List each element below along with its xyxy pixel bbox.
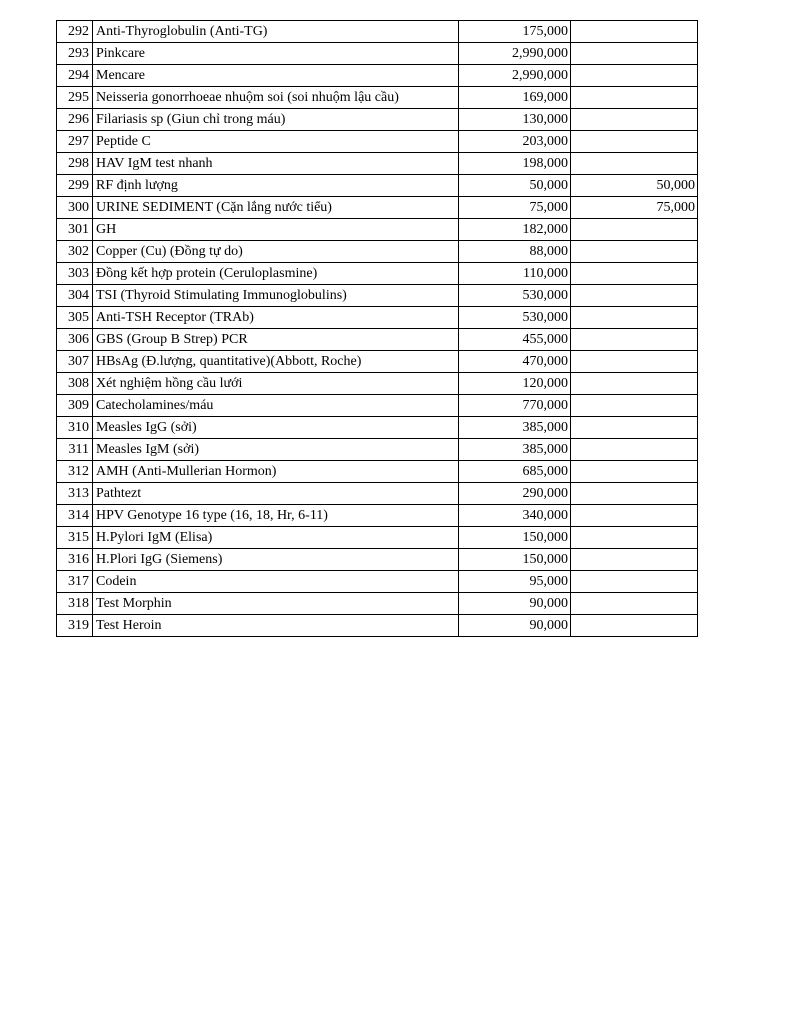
row-number-cell: 299 bbox=[57, 175, 93, 197]
table-row bbox=[57, 483, 698, 505]
price-cell: 90,000 bbox=[459, 593, 571, 615]
test-name-cell: HBsAg (Đ.lượng, quantitative)(Abbott, Roche) bbox=[93, 351, 459, 373]
row-number-cell: 301 bbox=[57, 219, 93, 241]
price-cell: 530,000 bbox=[459, 285, 571, 307]
row-number-cell: 311 bbox=[57, 439, 93, 461]
test-name-cell: Test Heroin bbox=[93, 615, 459, 637]
table-row bbox=[57, 329, 698, 351]
extra-price-cell bbox=[571, 65, 698, 87]
table-row bbox=[57, 87, 698, 109]
test-name-cell: Pinkcare bbox=[93, 43, 459, 65]
extra-price-cell bbox=[571, 571, 698, 593]
row-number-cell: 314 bbox=[57, 505, 93, 527]
test-name-cell: GBS (Group B Strep) PCR bbox=[93, 329, 459, 351]
test-name-cell: Measles IgG (sởi) bbox=[93, 417, 459, 439]
row-number-cell: 295 bbox=[57, 87, 93, 109]
price-cell: 385,000 bbox=[459, 439, 571, 461]
test-name-cell: Measles IgM (sởi) bbox=[93, 439, 459, 461]
test-name-cell: GH bbox=[93, 219, 459, 241]
price-cell: 169,000 bbox=[459, 87, 571, 109]
price-cell: 290,000 bbox=[459, 483, 571, 505]
test-name-cell: H.Pylori IgM (Elisa) bbox=[93, 527, 459, 549]
test-name-cell: URINE SEDIMENT (Cặn lắng nước tiểu) bbox=[93, 197, 459, 219]
row-number-cell: 305 bbox=[57, 307, 93, 329]
test-name-cell: Copper (Cu) (Đồng tự do) bbox=[93, 241, 459, 263]
table-row bbox=[57, 263, 698, 285]
extra-price-cell bbox=[571, 417, 698, 439]
test-name-cell: Filariasis sp (Giun chỉ trong máu) bbox=[93, 109, 459, 131]
row-number-cell: 315 bbox=[57, 527, 93, 549]
price-cell: 203,000 bbox=[459, 131, 571, 153]
table-row bbox=[57, 175, 698, 197]
price-cell: 95,000 bbox=[459, 571, 571, 593]
price-cell: 175,000 bbox=[459, 21, 571, 43]
price-cell: 130,000 bbox=[459, 109, 571, 131]
price-cell: 150,000 bbox=[459, 549, 571, 571]
price-cell: 198,000 bbox=[459, 153, 571, 175]
price-cell: 110,000 bbox=[459, 263, 571, 285]
extra-price-cell: 50,000 bbox=[571, 175, 698, 197]
price-cell: 182,000 bbox=[459, 219, 571, 241]
extra-price-cell bbox=[571, 615, 698, 637]
test-name-cell: Codein bbox=[93, 571, 459, 593]
price-table bbox=[56, 20, 698, 637]
test-name-cell: Neisseria gonorrhoeae nhuộm soi (soi nhuộm lậu cầu) bbox=[93, 87, 459, 109]
test-name-cell: RF định lượng bbox=[93, 175, 459, 197]
price-table-body bbox=[57, 21, 698, 637]
test-name-cell: HPV Genotype 16 type (16, 18, Hr, 6-11) bbox=[93, 505, 459, 527]
extra-price-cell bbox=[571, 373, 698, 395]
row-number-cell: 300 bbox=[57, 197, 93, 219]
price-cell: 120,000 bbox=[459, 373, 571, 395]
test-name-cell: Anti-Thyroglobulin (Anti-TG) bbox=[93, 21, 459, 43]
row-number-cell: 292 bbox=[57, 21, 93, 43]
table-row bbox=[57, 571, 698, 593]
table-row bbox=[57, 197, 698, 219]
row-number-cell: 293 bbox=[57, 43, 93, 65]
table-row bbox=[57, 241, 698, 263]
row-number-cell: 313 bbox=[57, 483, 93, 505]
test-name-cell: HAV IgM test nhanh bbox=[93, 153, 459, 175]
extra-price-cell bbox=[571, 351, 698, 373]
table-row bbox=[57, 219, 698, 241]
extra-price-cell bbox=[571, 263, 698, 285]
price-cell: 770,000 bbox=[459, 395, 571, 417]
row-number-cell: 312 bbox=[57, 461, 93, 483]
extra-price-cell bbox=[571, 131, 698, 153]
test-name-cell: Catecholamines/máu bbox=[93, 395, 459, 417]
price-cell: 50,000 bbox=[459, 175, 571, 197]
extra-price-cell bbox=[571, 593, 698, 615]
price-cell: 340,000 bbox=[459, 505, 571, 527]
row-number-cell: 298 bbox=[57, 153, 93, 175]
table-row bbox=[57, 615, 698, 637]
test-name-cell: Xét nghiệm hồng cầu lưới bbox=[93, 373, 459, 395]
table-row bbox=[57, 65, 698, 87]
extra-price-cell bbox=[571, 461, 698, 483]
table-row bbox=[57, 527, 698, 549]
extra-price-cell bbox=[571, 153, 698, 175]
row-number-cell: 318 bbox=[57, 593, 93, 615]
row-number-cell: 309 bbox=[57, 395, 93, 417]
row-number-cell: 317 bbox=[57, 571, 93, 593]
price-cell: 90,000 bbox=[459, 615, 571, 637]
price-cell: 470,000 bbox=[459, 351, 571, 373]
extra-price-cell bbox=[571, 219, 698, 241]
price-cell: 75,000 bbox=[459, 197, 571, 219]
table-row bbox=[57, 285, 698, 307]
row-number-cell: 302 bbox=[57, 241, 93, 263]
test-name-cell: Anti-TSH Receptor (TRAb) bbox=[93, 307, 459, 329]
test-name-cell: TSI (Thyroid Stimulating Immunoglobulins) bbox=[93, 285, 459, 307]
table-row bbox=[57, 593, 698, 615]
extra-price-cell bbox=[571, 109, 698, 131]
extra-price-cell: 75,000 bbox=[571, 197, 698, 219]
row-number-cell: 310 bbox=[57, 417, 93, 439]
table-row bbox=[57, 395, 698, 417]
row-number-cell: 308 bbox=[57, 373, 93, 395]
table-row bbox=[57, 131, 698, 153]
test-name-cell: Đồng kết hợp protein (Ceruloplasmine) bbox=[93, 263, 459, 285]
test-name-cell: Test Morphin bbox=[93, 593, 459, 615]
row-number-cell: 303 bbox=[57, 263, 93, 285]
table-row bbox=[57, 153, 698, 175]
table-row bbox=[57, 43, 698, 65]
extra-price-cell bbox=[571, 43, 698, 65]
row-number-cell: 294 bbox=[57, 65, 93, 87]
row-number-cell: 304 bbox=[57, 285, 93, 307]
test-name-cell: Peptide C bbox=[93, 131, 459, 153]
table-row bbox=[57, 307, 698, 329]
test-name-cell: H.Plori IgG (Siemens) bbox=[93, 549, 459, 571]
row-number-cell: 307 bbox=[57, 351, 93, 373]
test-name-cell: Mencare bbox=[93, 65, 459, 87]
table-row bbox=[57, 505, 698, 527]
test-name-cell: Pathtezt bbox=[93, 483, 459, 505]
price-cell: 530,000 bbox=[459, 307, 571, 329]
table-row bbox=[57, 109, 698, 131]
extra-price-cell bbox=[571, 21, 698, 43]
extra-price-cell bbox=[571, 87, 698, 109]
price-cell: 455,000 bbox=[459, 329, 571, 351]
row-number-cell: 297 bbox=[57, 131, 93, 153]
price-cell: 150,000 bbox=[459, 527, 571, 549]
table-row bbox=[57, 461, 698, 483]
extra-price-cell bbox=[571, 505, 698, 527]
price-cell: 2,990,000 bbox=[459, 43, 571, 65]
table-row bbox=[57, 439, 698, 461]
extra-price-cell bbox=[571, 285, 698, 307]
extra-price-cell bbox=[571, 307, 698, 329]
table-row bbox=[57, 21, 698, 43]
price-cell: 385,000 bbox=[459, 417, 571, 439]
row-number-cell: 296 bbox=[57, 109, 93, 131]
table-row bbox=[57, 351, 698, 373]
extra-price-cell bbox=[571, 549, 698, 571]
price-cell: 2,990,000 bbox=[459, 65, 571, 87]
price-cell: 88,000 bbox=[459, 241, 571, 263]
extra-price-cell bbox=[571, 483, 698, 505]
table-row bbox=[57, 549, 698, 571]
row-number-cell: 306 bbox=[57, 329, 93, 351]
table-row bbox=[57, 373, 698, 395]
extra-price-cell bbox=[571, 329, 698, 351]
test-name-cell: AMH (Anti-Mullerian Hormon) bbox=[93, 461, 459, 483]
extra-price-cell bbox=[571, 439, 698, 461]
extra-price-cell bbox=[571, 241, 698, 263]
extra-price-cell bbox=[571, 527, 698, 549]
extra-price-cell bbox=[571, 395, 698, 417]
row-number-cell: 319 bbox=[57, 615, 93, 637]
price-cell: 685,000 bbox=[459, 461, 571, 483]
table-row bbox=[57, 417, 698, 439]
row-number-cell: 316 bbox=[57, 549, 93, 571]
